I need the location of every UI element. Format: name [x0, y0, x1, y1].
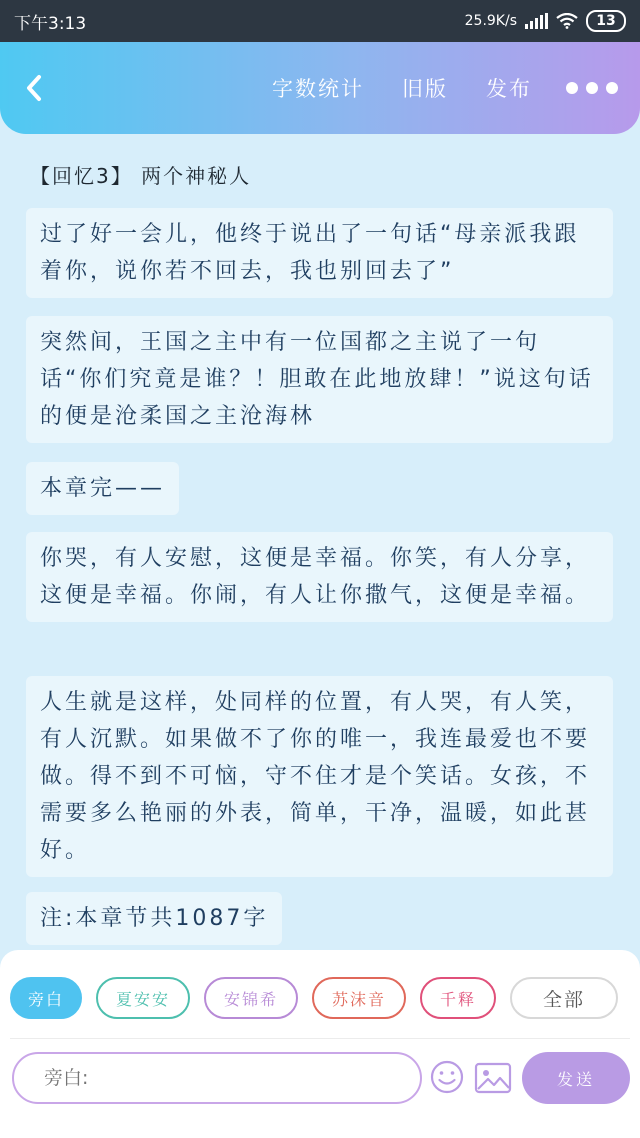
- speaker-chips: [10, 977, 618, 1019]
- paragraph-4[interactable]: 你哭，有人安慰，这便是幸福。你笑，有人分享，这便是幸福。你闹，有人让你撒气，这便是幸福。: [26, 532, 613, 622]
- wifi-icon: [556, 13, 578, 29]
- status-bar: [0, 0, 640, 42]
- battery-level: 13: [596, 13, 616, 29]
- header-actions: [234, 73, 618, 103]
- word-count-button[interactable]: 字数统计: [272, 77, 364, 101]
- publish-button[interactable]: 发布: [486, 77, 532, 101]
- paragraph-5[interactable]: 人生就是这样，处同样的位置，有人哭，有人笑，有人沉默。如果做不了你的唯一，我连最爱也不要做。得不到不可恼，守不住才是个笑话。女孩，不需要多么艳丽的外表，简单，干净，温暖，如此甚好。: [26, 676, 613, 877]
- paragraph-2[interactable]: 突然间，王国之主中有一位国都之主说了一句话“你们究竟是谁？！胆敢在此地放肆！”说这句话的便是沧柔国之主沧海林: [26, 316, 613, 443]
- chapter-title: 【回忆3】 两个神秘人: [30, 164, 252, 188]
- app-header: [0, 42, 640, 134]
- status-indicators: [465, 10, 626, 32]
- paragraph-3[interactable]: 本章完——: [26, 462, 179, 515]
- status-time: 下午3:13: [14, 13, 87, 34]
- editor-content[interactable]: [0, 134, 640, 948]
- image-icon[interactable]: [474, 1062, 512, 1094]
- chip-an-jinxi[interactable]: 安锦希: [204, 977, 298, 1019]
- send-button[interactable]: 发送: [522, 1052, 630, 1104]
- battery-icon: [586, 10, 626, 32]
- chip-narration[interactable]: 旁白: [10, 977, 82, 1019]
- divider: [10, 1038, 630, 1039]
- emoji-icon[interactable]: [430, 1060, 464, 1094]
- more-icon[interactable]: [566, 82, 618, 94]
- bottom-panel: [0, 950, 640, 1138]
- chip-qian-shi[interactable]: 千释: [420, 977, 496, 1019]
- old-version-button[interactable]: 旧版: [402, 77, 448, 101]
- message-input[interactable]: [12, 1052, 422, 1104]
- chip-su-moyin[interactable]: 苏沫音: [312, 977, 406, 1019]
- paragraph-1[interactable]: 过了好一会儿，他终于说出了一句话“母亲派我跟着你，说你若不回去，我也别回去了”: [26, 208, 613, 298]
- chip-all[interactable]: 全部: [510, 977, 618, 1019]
- chip-xia-anan[interactable]: 夏安安: [96, 977, 190, 1019]
- net-speed: 25.9K/s: [464, 13, 517, 29]
- paragraph-6[interactable]: 注:本章节共1087字: [26, 892, 282, 945]
- back-icon[interactable]: [22, 73, 46, 103]
- signal-icon: [525, 13, 548, 29]
